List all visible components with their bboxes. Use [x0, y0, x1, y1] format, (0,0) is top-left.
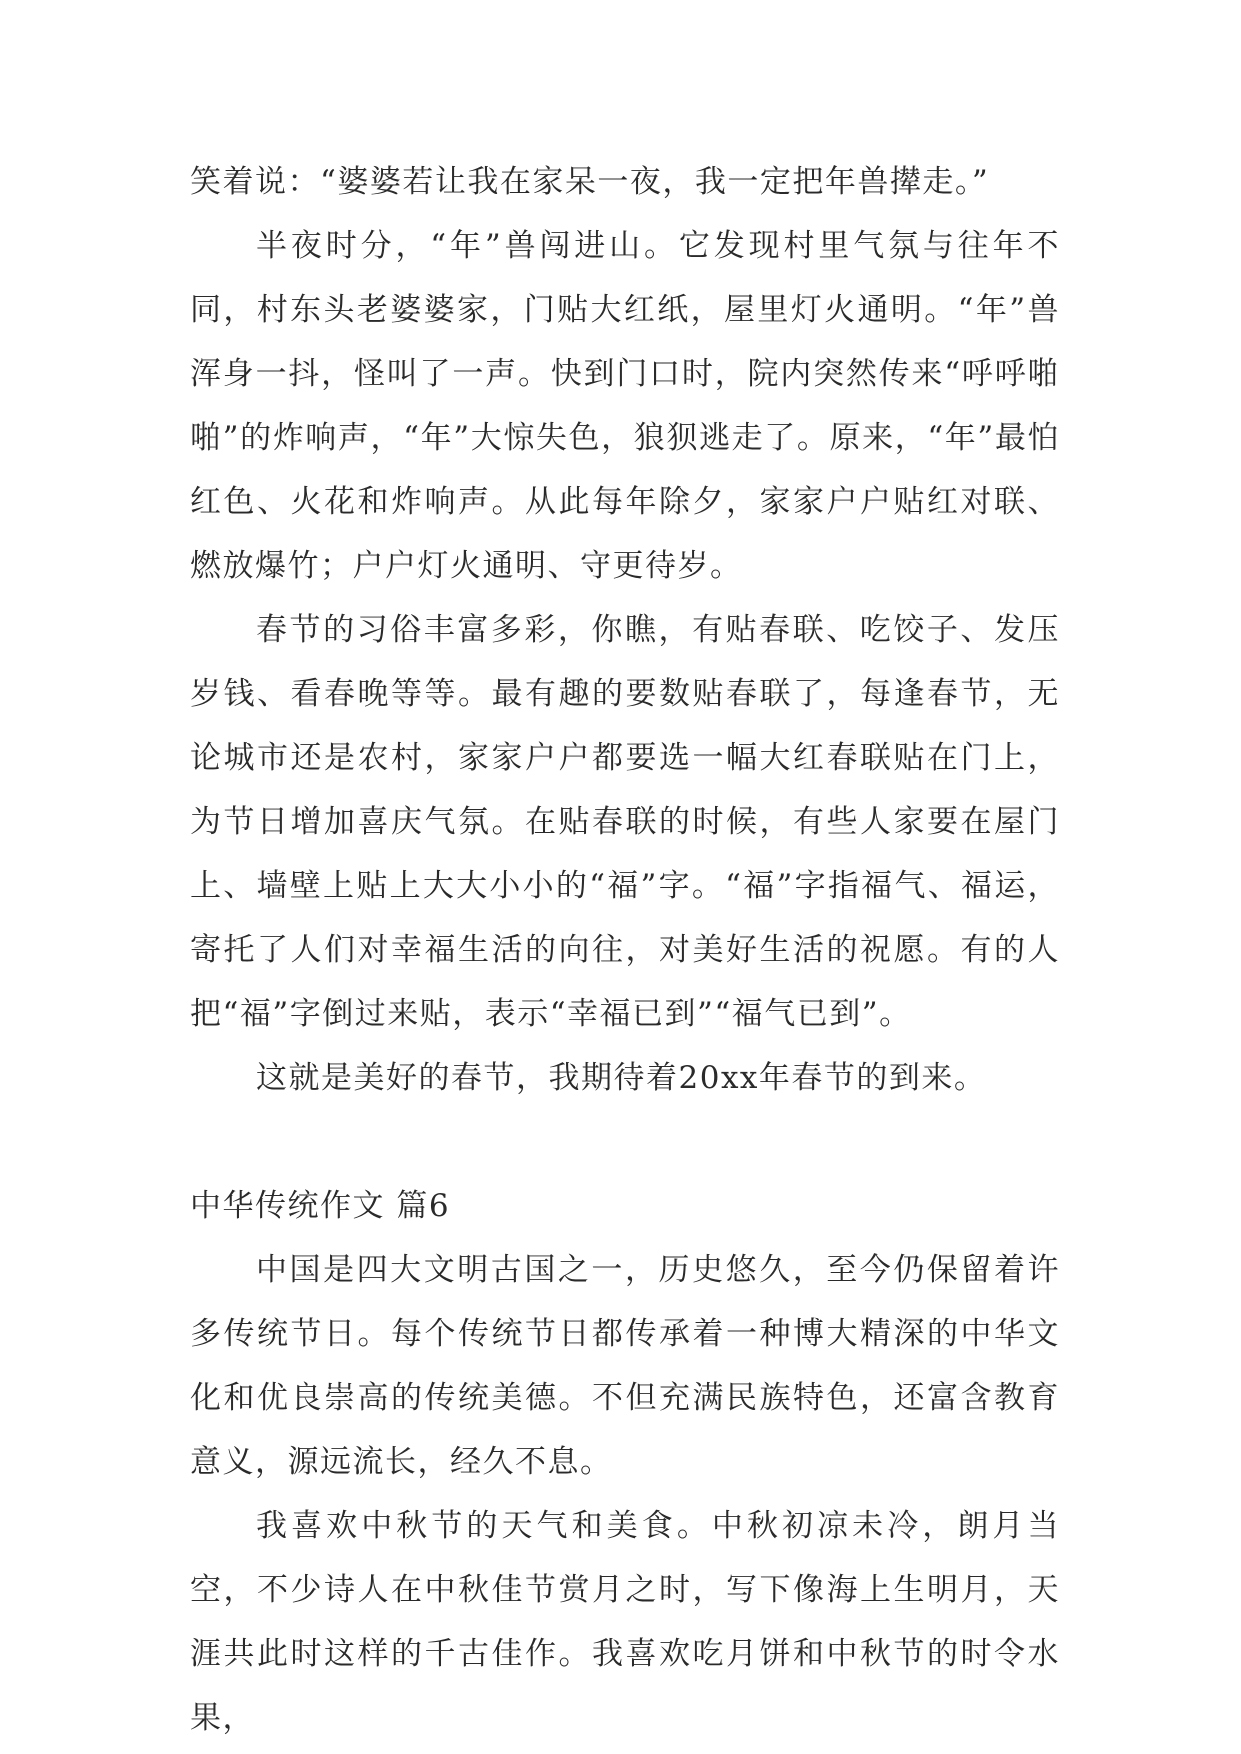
paragraph: 春节的习俗丰富多彩，你瞧，有贴春联、吃饺子、发压岁钱、看春晚等等。最有趣的要数贴春联了，每逢春节，无论城市还是农村，家家户户都要选一幅大红春联贴在门上，为节日增加喜庆气氛。在贴春联的时候，有些人家要在屋门上、墙壁上贴上大大小小的“福”字。“福”字指福气、福运，寄托了人们对幸福生活的向往，对美好生活的祝愿。有的人把“福”字倒过来贴，表示“幸福已到”“福气已到”。: [190, 612, 1060, 1032]
document-body: [190, 150, 1060, 1750]
paragraph: 这就是美好的春节，我期待着20xx年春节的到来。: [256, 1060, 987, 1096]
paragraph: 我喜欢中秋节的天气和美食。中秋初凉未冷，朗月当空，不少诗人在中秋佳节赏月之时，写下像海上生明月，天涯共此时这样的千古佳作。我喜欢吃月饼和中秋节的时令水果，: [190, 1508, 1060, 1736]
paragraph: 半夜时分，“年”兽闯进山。它发现村里气氛与往年不同，村东头老婆婆家，门贴大红纸，屋里灯火通明。“年”兽浑身一抖，怪叫了一声。快到门口时，院内突然传来“呼呼啪啪”的炸响声，“年”大惊失色，狼狈逃走了。原来，“年”最怕红色、火花和炸响声。从此每年除夕，家家户户贴红对联、燃放爆竹；户户灯火通明、守更待岁。: [190, 228, 1060, 584]
paragraph-continuation: 笑着说：“婆婆若让我在家呆一夜，我一定把年兽撵走。”: [190, 164, 990, 200]
paragraph: 中国是四大文明古国之一，历史悠久，至今仍保留着许多传统节日。每个传统节日都传承着一种博大精深的中华文化和优良崇高的传统美德。不但充满民族特色，还富含教育意义，源远流长，经久不息。: [190, 1252, 1060, 1480]
section-heading: 中华传统作文 篇6: [190, 1188, 451, 1224]
